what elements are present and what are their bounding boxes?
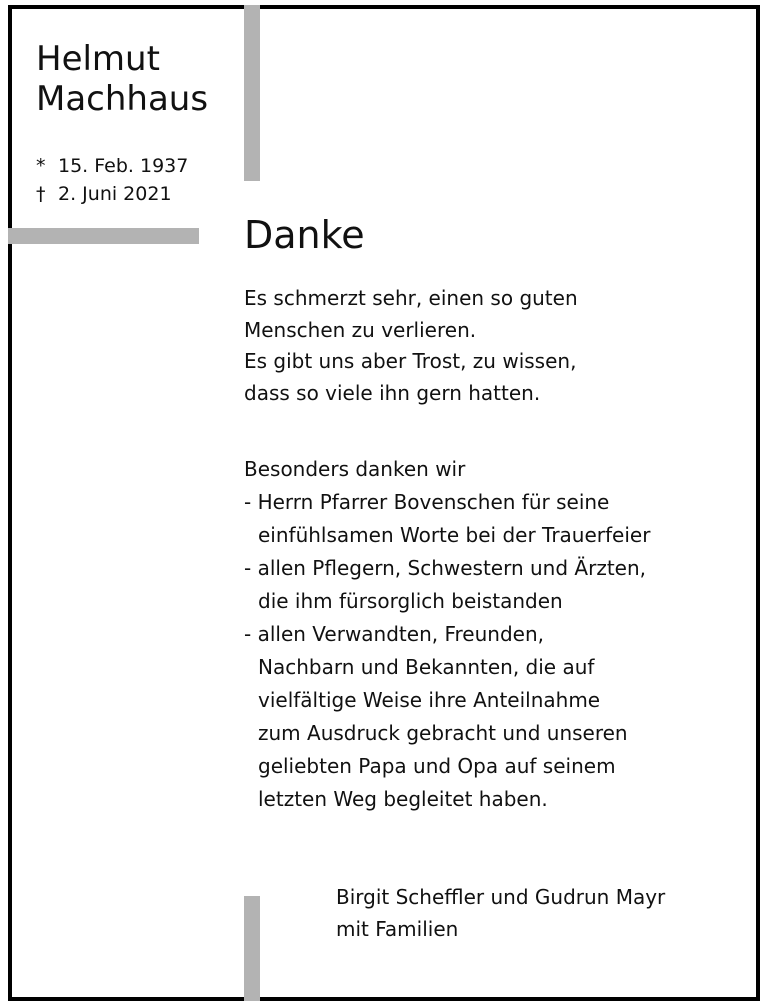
- life-dates: [36, 152, 188, 208]
- heading-danke: Danke: [244, 213, 365, 257]
- intro-line: dass so viele ihn gern hatten.: [244, 380, 541, 405]
- intro-line: Es schmerzt sehr, einen so guten: [244, 286, 578, 310]
- intro-line: Es gibt uns aber Trost, zu wissen,: [244, 349, 577, 373]
- death-date: 2. Juni 2021: [58, 183, 172, 205]
- decorative-bar-top: [244, 5, 260, 181]
- thanks-line: die ihm fürsorglich beistanden: [258, 589, 563, 613]
- signature: [336, 881, 665, 945]
- thanks-line: - allen Verwandten, Freunden,: [244, 622, 544, 646]
- thanks-section: [244, 453, 650, 816]
- birth-row: [36, 152, 188, 180]
- signature-families: mit Familien: [336, 917, 459, 941]
- thanks-lead: Besonders danken wir: [244, 457, 466, 481]
- thanks-line: letzten Weg begleitet haben.: [258, 787, 548, 811]
- death-cross-icon: †: [36, 183, 46, 205]
- intro-paragraph: [244, 283, 578, 409]
- intro-line: Menschen zu verlieren.: [244, 317, 477, 342]
- birth-star-icon: *: [36, 155, 46, 177]
- thanks-line: zum Ausdruck gebracht und unseren: [258, 721, 628, 745]
- last-name: Machhaus: [36, 79, 209, 119]
- birth-date: 15. Feb. 1937: [58, 155, 189, 177]
- thanks-item-pastor: [244, 486, 650, 552]
- thanks-line: - Herrn Pfarrer Bovenschen für seine: [244, 490, 610, 514]
- thanks-line: geliebten Papa und Opa auf seinem: [258, 754, 616, 778]
- deceased-name: [36, 39, 208, 119]
- decorative-bar-bottom: [244, 896, 260, 1001]
- thanks-line: - allen Pflegern, Schwestern und Ärzten,: [244, 556, 646, 580]
- thanks-line: Nachbarn und Bekannten, die auf: [258, 655, 595, 679]
- first-name: Helmut: [36, 39, 160, 79]
- thanks-item-caregivers: [244, 552, 650, 618]
- thanks-line: einfühlsamen Worte bei der Trauerfeier: [258, 523, 651, 547]
- thanks-line: vielfältige Weise ihre Anteilnahme: [258, 688, 601, 712]
- signature-names: Birgit Scheffler und Gudrun Mayr: [336, 885, 666, 909]
- obituary-notice: [8, 5, 760, 1001]
- death-row: [36, 180, 188, 208]
- decorative-bar-horizontal: [8, 228, 199, 244]
- thanks-item-relatives: [244, 618, 650, 816]
